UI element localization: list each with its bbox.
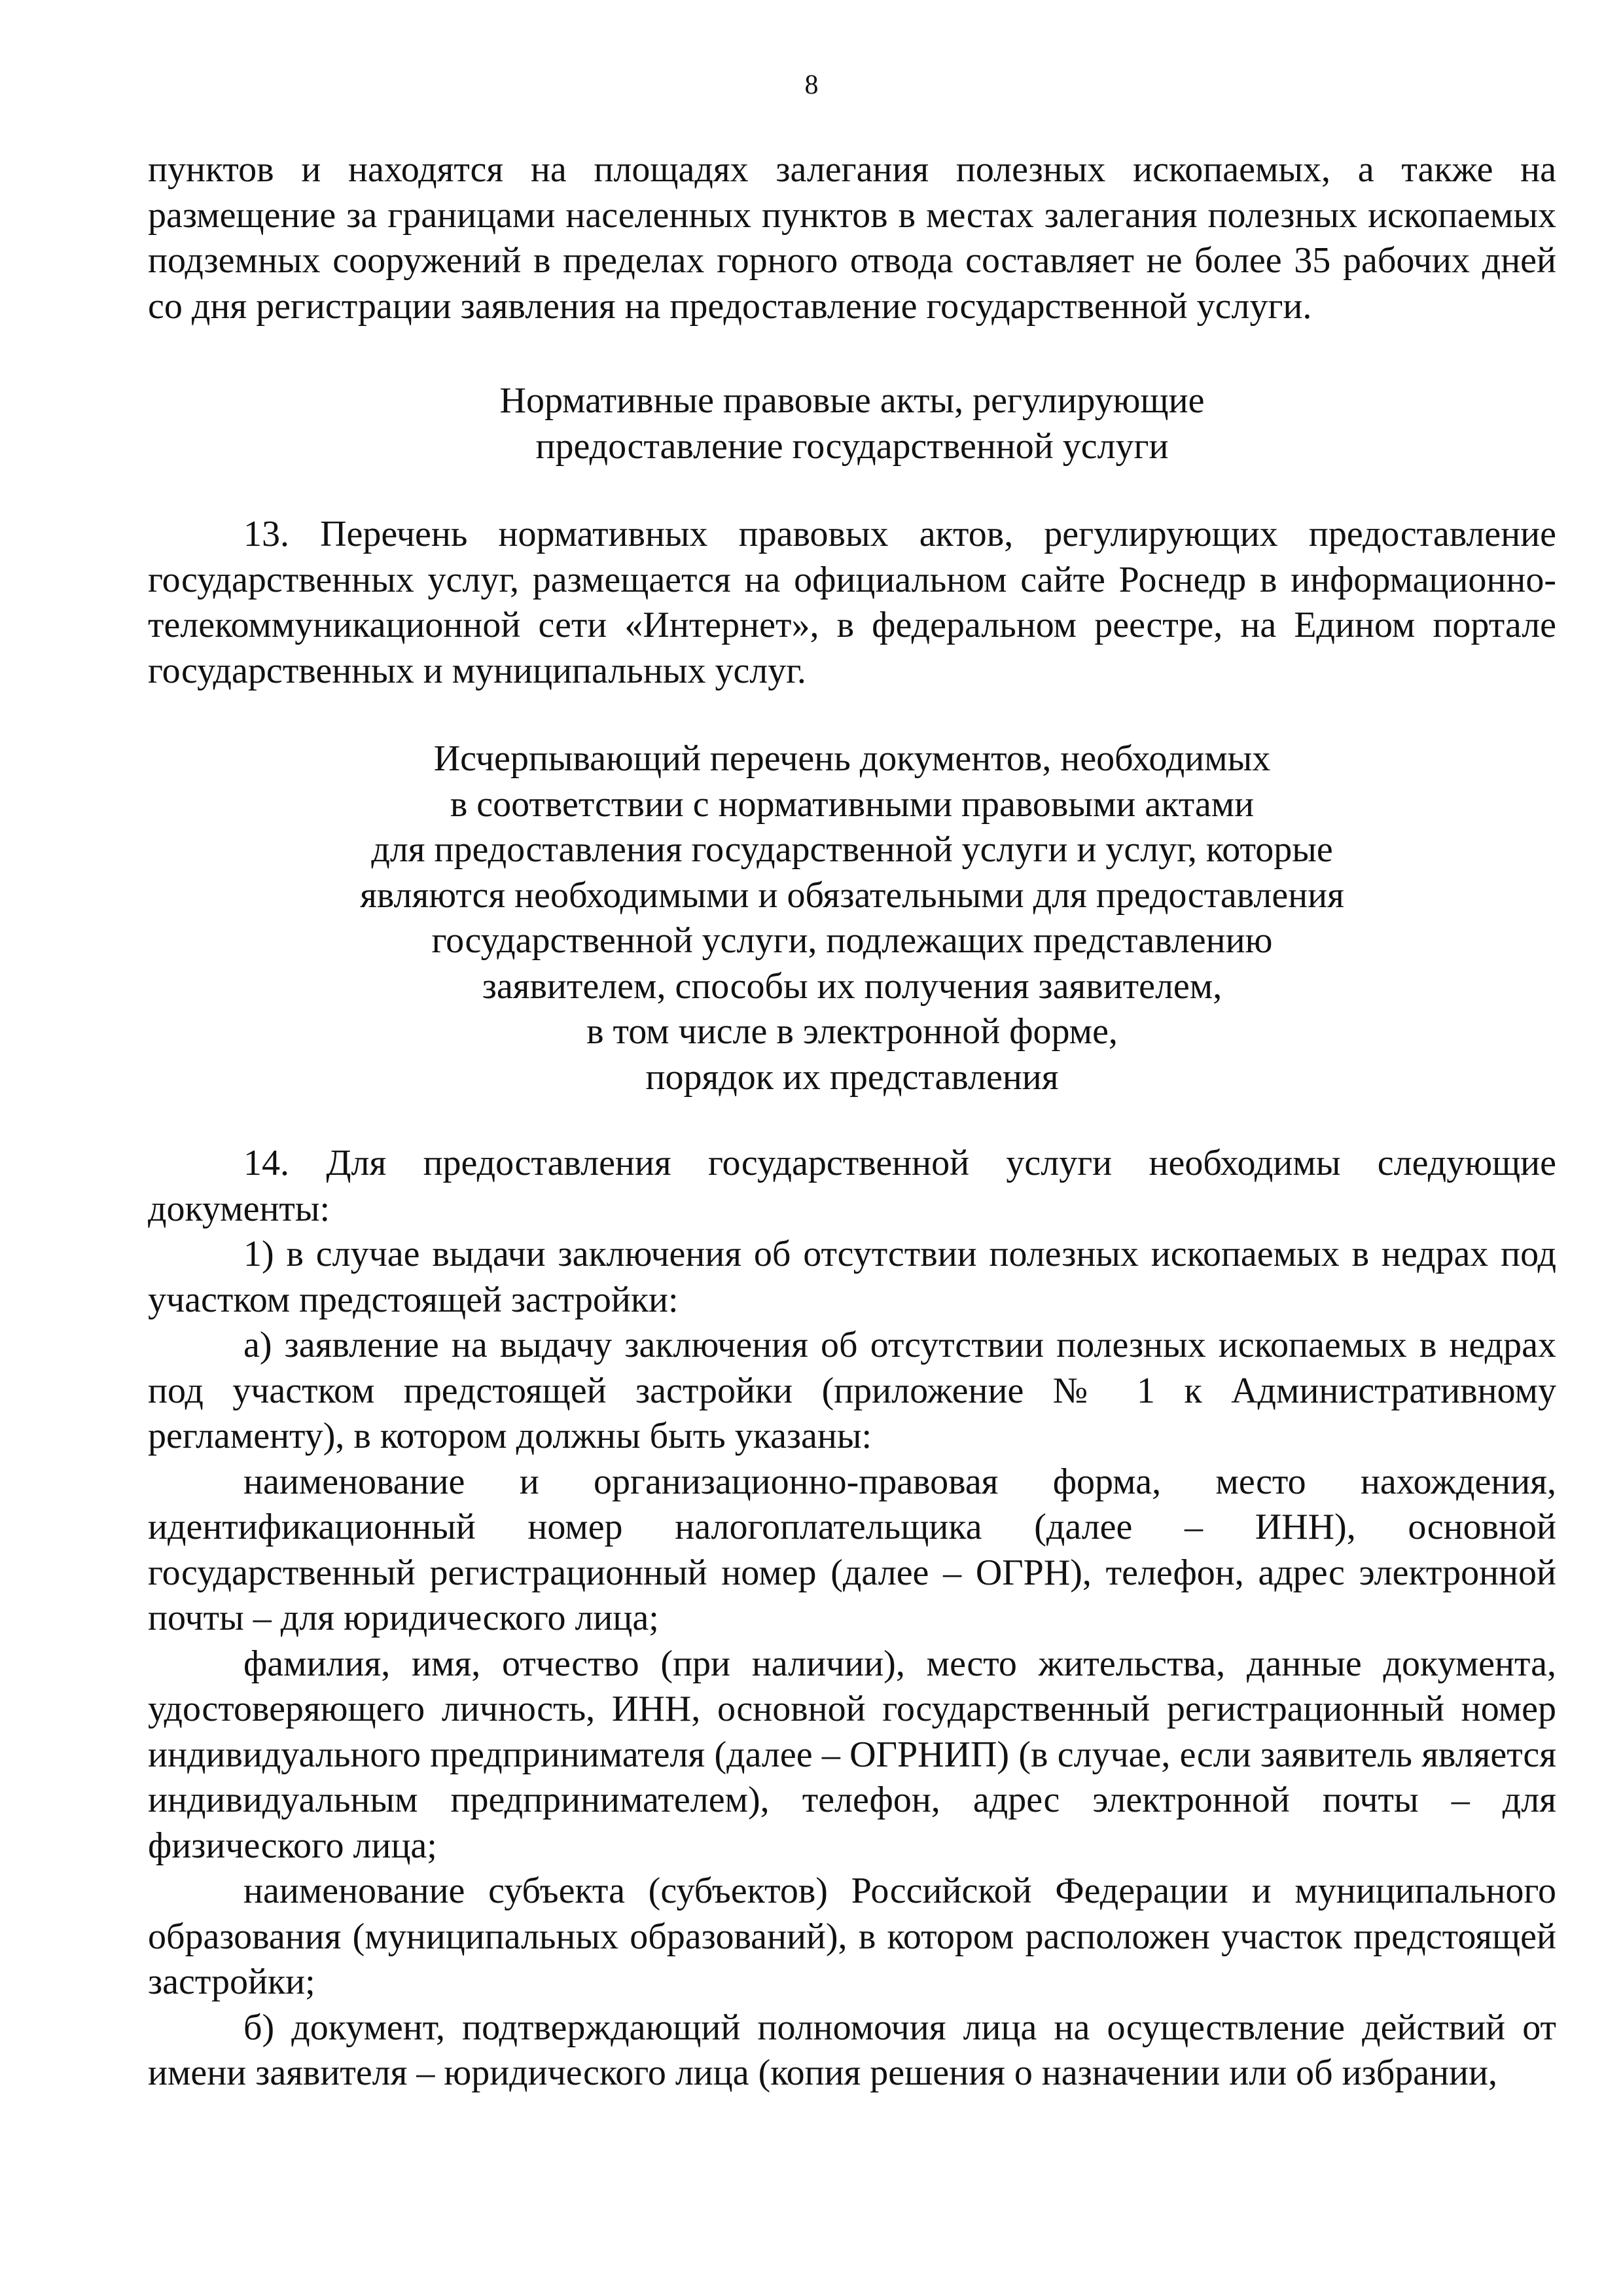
- heading-line: порядок их представления: [645, 1056, 1059, 1098]
- heading-line: в том числе в электронной форме,: [586, 1011, 1118, 1052]
- list-item-b: б) документ, подтверждающий полномочия лица на осуществление действий от имени заявителя – юридического лица (копия решения о назначении или об избрании,: [148, 2007, 1556, 2093]
- list-item-legal-entity: наименование и организационно-правовая форма, место нахождения, идентификационный номер налогоплательщика (далее – ИНН), основной государственный регистрационный номер (далее – ОГРН), телефон, адрес электронной почты – для юридического лица;: [148, 1461, 1556, 1638]
- page-number: 8: [804, 70, 819, 100]
- section-heading-documents: [148, 736, 1556, 1100]
- list-item-1: 1) в случае выдачи заключения об отсутствии полезных ископаемых в недрах под участком предстоящей застройки:: [148, 1234, 1556, 1320]
- heading-line: являются необходимыми и обязательными для предоставления: [360, 874, 1344, 916]
- paragraph-13: 13. Перечень нормативных правовых актов, регулирующих предоставление государственных услуг, размещается на официальном сайте Роснедр в информационно-телекоммуникационной сети «Интернет», в федеральном реестре, на Едином портале государственных и муниципальных услуг.: [148, 514, 1556, 691]
- continuation-paragraph: пунктов и находятся на площадях залегания полезных ископаемых, а также на размещение за границами населенных пунктов в местах залегания полезных ископаемых подземных сооружений в пределах горного отвода составляет не более 35 рабочих дней со дня регистрации заявления на предоставление государственной услуги.: [148, 149, 1556, 327]
- heading-line: предоставление государственной услуги: [535, 425, 1169, 467]
- paragraph-14: 14. Для предоставления государственной услуги необходимы следующие документы:: [148, 1143, 1556, 1229]
- list-item-a: а) заявление на выдачу заключения об отсутствии полезных ископаемых в недрах под участком предстоящей застройки (приложение № 1 к Административному регламенту), в котором должны быть указаны:: [148, 1325, 1556, 1456]
- heading-line: для предоставления государственной услуги и услуг, которые: [371, 829, 1333, 870]
- section-heading-legal-acts: [148, 378, 1556, 469]
- heading-line: Исчерпывающий перечень документов, необходимых: [433, 738, 1271, 779]
- heading-line: государственной услуги, подлежащих представлению: [431, 920, 1273, 961]
- document-body: [148, 147, 1556, 2096]
- heading-line: в соответствии с нормативными правовыми актами: [450, 783, 1255, 825]
- heading-line: Нормативные правовые акты, регулирующие: [499, 380, 1205, 421]
- heading-line: заявителем, способы их получения заявителем,: [482, 965, 1222, 1007]
- list-item-subject: наименование субъекта (субъектов) Российской Федерации и муниципального образования (муниципальных образований), в котором расположен участок предстоящей застройки;: [148, 1871, 1556, 2002]
- list-item-individual: фамилия, имя, отчество (при наличии), место жительства, данные документа, удостоверяющего личность, ИНН, основной государственный регистрационный номер индивидуального предпринимателя (далее – ОГРНИП) (в случае, если заявитель является индивидуальным предпринимателем), телефон, адрес электронной почты – для физического лица;: [148, 1643, 1556, 1866]
